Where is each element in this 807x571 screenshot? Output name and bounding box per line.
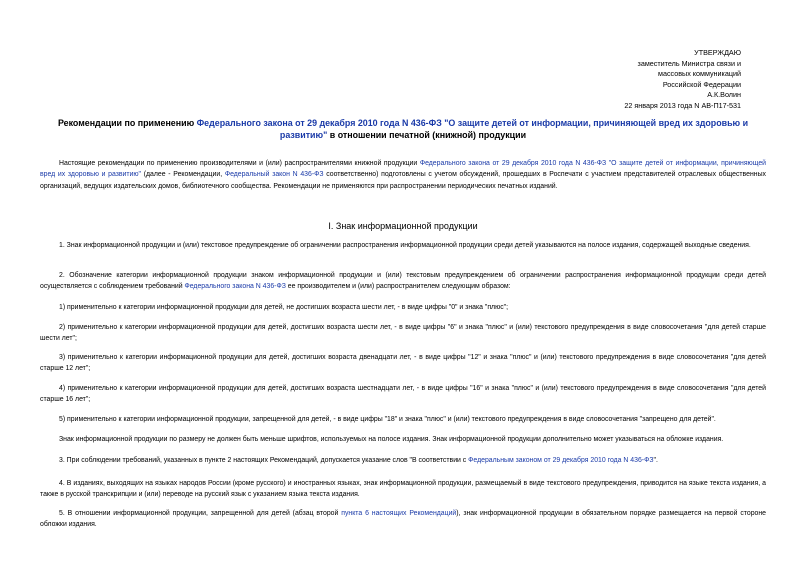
paragraph-5-link[interactable]: пункта 6 настоящих Рекомендаций [341, 510, 457, 517]
paragraph-4: 4. В изданиях, выходящих на языках народов России (кроме русского) и иностранных языках, знак информационной продукции, размещаемый в виде текстового предупреждения, приводится на языке текста издания, а также в русской транскрипции и (или) переводе на русский язык с указанием языка текста издания. [40, 480, 766, 499]
intro-text-3: соответственно) подготовлены с учетом обсуждений, прошедших в Роспечати с участием представителей отраслевых общественных организаций, ведущих издательских домов, библиотечного сообщества. Рекомендации не применяются при распространении периодических печатных изданий. [40, 171, 766, 190]
intro-law-link[interactable]: Федерального закона от 29 декабря 2010 года N 436-ФЗ "О защите детей от информации, причиняющей вред их здоровью и развитию" [40, 160, 767, 179]
approval-position: заместитель Министра связи и [637, 58, 741, 68]
paragraph-3-text-end: ". [653, 457, 658, 464]
approval-ministry: массовых коммуникаций [658, 69, 741, 79]
intro-text-2: (далее - Рекомендации, [141, 171, 225, 179]
title-text: Рекомендации по применению [57, 118, 197, 128]
document-title [40, 117, 766, 141]
intro-law-short-link[interactable]: Федеральный закон N 436-ФЗ [224, 171, 324, 179]
approval-signatory: А.К.Волин [707, 90, 741, 100]
paragraph-5 [40, 508, 766, 531]
paragraph-2-law-link[interactable]: Федерального закона N 436-ФЗ [184, 283, 286, 291]
list-item-4: 4) применительно к категории информационной продукции для детей, достигших возраста шестнадцати лет, - в виде цифры "16" и знака "плюс" и (или) текстового предупреждения в виде словосочетания "для детей старше 16 лет"; [40, 385, 766, 404]
list-item-1: 1) применительно к категории информационной продукции для детей, не достигших возраста шести лет, - в виде цифры "0" и знака "плюс"; [59, 304, 509, 311]
list-item-5: 5) применительно к категории информационной продукции, запрещенной для детей, - в виде цифры "18" и знака "плюс" и (или) текстового предупреждения в виде словосочетания "запрещено для детей". [59, 416, 716, 423]
sign-size-paragraph: Знак информационной продукции по размеру не должен быть меньше шрифтов, используемых на полосе издания. Знак информационной продукции дополнительно может указываться на обложке издания. [59, 436, 724, 443]
intro-text: Настоящие рекомендации по применению производителями и (или) распространителями книжной продукции [59, 160, 420, 167]
paragraph-2 [40, 270, 766, 293]
paragraph-5-text-end: ), знак информационной продукции в обязательном порядке размещается на первой стороне обложки издания. [40, 510, 767, 529]
list-item-3: 3) применительно к категории информационной продукции для детей, достигших возраста двенадцати лет, - в виде цифры "12" и знака "плюс" и (или) текстового предупреждения в виде словосочетания "для детей старше 12 лет"; [40, 354, 766, 373]
title-text-end: в отношении печатной (книжной) продукции [327, 130, 527, 140]
list-item-2: 2) применительно к категории информационной продукции для детей, достигших возраста шести лет, - в виде цифры "6" и знака "плюс" и (или) текстового предупреждения в виде словосочетания "для детей старше шести лет"; [40, 324, 766, 343]
approval-heading: УТВЕРЖДАЮ [694, 48, 741, 57]
paragraph-5-text: 5. В отношении информационной продукции, запрещенной для детей (абзац второй [59, 510, 342, 517]
approval-date-number: 22 января 2013 года N АВ-П17-531 [624, 100, 741, 110]
paragraph-3 [40, 455, 766, 466]
paragraph-2-text: 2. Обозначение категории информационной продукции знаком информационной продукции и (или) текстовым предупреждением об ограничении распространения информационной продукции среди детей осуществляется с соблюдением требований [40, 272, 766, 291]
approval-block [624, 48, 741, 112]
intro-paragraph [40, 158, 766, 192]
paragraph-3-text: 3. При соблюдении требований, указанных в пункте 2 настоящих Рекомендаций, допускается указание слов "В соответствии с [59, 457, 469, 464]
section-heading: I. Знак информационной продукции [328, 221, 478, 231]
paragraph-1: 1. Знак информационной продукции и (или) текстовое предупреждение об ограничении распространения информационной продукции среди детей указываются на полосе издания, содержащей выходные сведения. [59, 242, 751, 249]
approval-country: Российской Федерации [662, 79, 741, 89]
paragraph-3-law-link[interactable]: Федеральным законом от 29 декабря 2010 года N 436-ФЗ [468, 457, 654, 464]
paragraph-2-text-end: ее производителем и (или) распространителем следующим образом: [285, 283, 511, 291]
title-law-link[interactable]: Федерального закона от 29 декабря 2010 года N 436-ФЗ "О защите детей от информации, причиняющей вред их здоровью и развитию" [196, 118, 749, 140]
